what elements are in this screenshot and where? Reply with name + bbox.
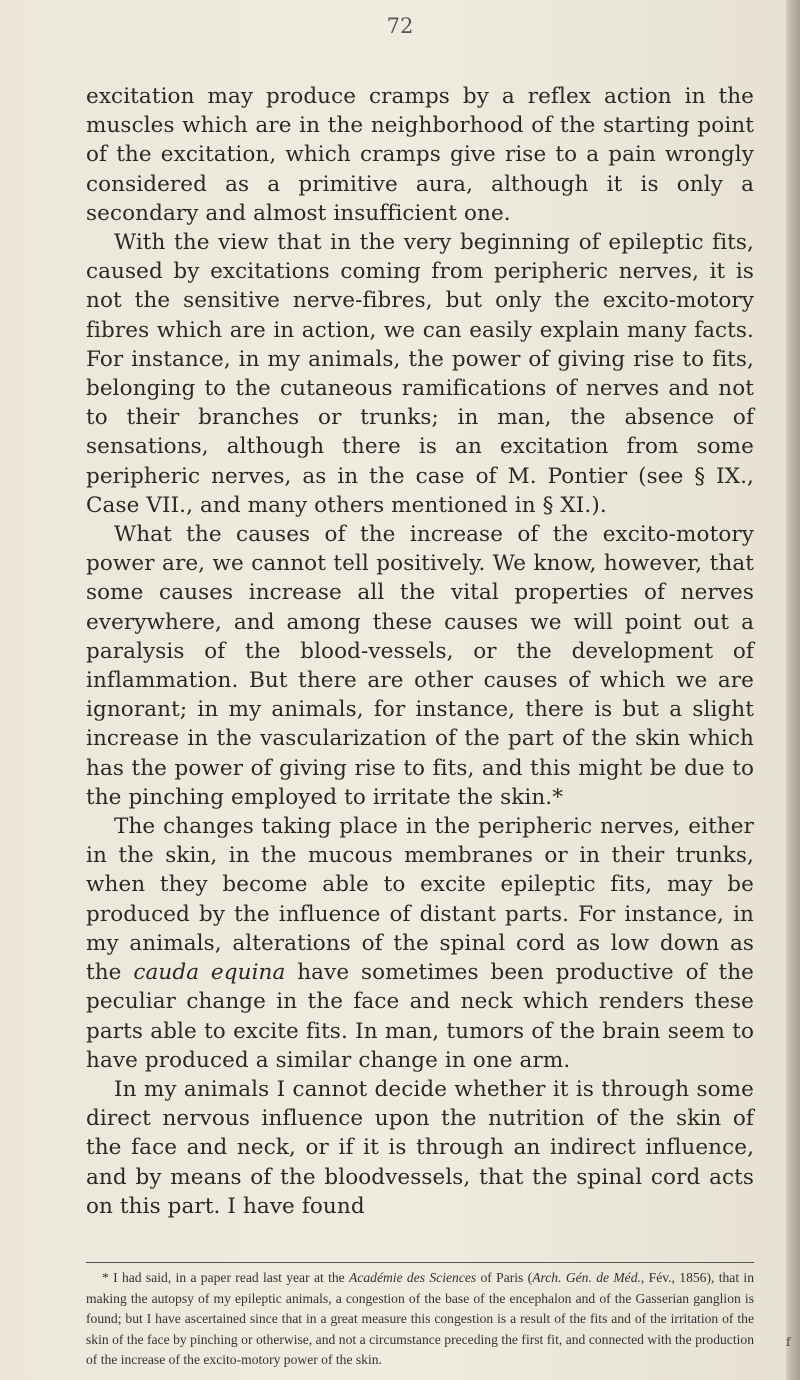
paragraph-4: The changes taking place in the peripheric nerves, either in the skin, in the mucous membranes or in their trunks, when they become able to excite epileptic fits, may be produced by the influence of distant parts. For instance, in my animals, alterations of the spinal cord as low down as the cauda equina have sometimes been productive of the peculiar change in the face and neck which renders these parts able to excite fits. In man, tumors of the brain seem to have produced a similar change in one arm. — [86, 814, 754, 1073]
paragraph-1: excitation may produce cramps by a reflex action in the muscles which are in the neighborhood of the starting point of the excitation, which cramps give rise to a pain wrongly considered as a primitive aura, although it is only a secondary and almost insufficient one. — [86, 84, 754, 226]
paragraph-5: In my animals I cannot decide whether it is through some direct nervous influence upon the nutrition of the skin of the face and neck, or if it is through an indirect influence, and by means of the bloodvessels, that the spinal cord acts on this part. I have found — [86, 1076, 754, 1219]
footnote-italic-a: Académie des Sciences — [349, 1270, 477, 1285]
page-edge — [786, 0, 800, 1380]
footnote-text-b: of Paris ( — [476, 1270, 533, 1285]
footnote-italic-b: Arch. Gén. de Méd. — [532, 1270, 641, 1285]
paragraph-3: What the causes of the increase of the excito-motory power are, we cannot tell positively. We know, however, that some causes increase all the vital properties of nerves everywhere, and among these causes we will point out a paralysis of the blood-vessels, or the development of inflammation. But there are other causes of which we are ignorant; in my animals, for instance, there is but a slight increase in the vascularization of the part of the skin which has the power of giving rise to fits, and this might be due to the pinching employed to irritate the skin.* — [86, 522, 754, 810]
footnote-text-c: , Fév., 1856), that in making the autopsy of my epileptic animals, a congestion of the base of the encephalon and of the Gasserian ganglion is found; but I have ascertained since that in a great measure this congestion is a result of the fits and of the irritation of the skin of the face by pinching or otherwise, and not a circumstance preceding the first fit, and connected with the production of the increase of the excito-motory power of the skin. — [86, 1270, 754, 1367]
paragraph-2: With the view that in the very beginning of epileptic fits, caused by excitations coming from peripheric nerves, it is not the sensitive nerve-fibres, but only the excito-motory fibres which are in action, we can easily explain many facts. For instance, in my animals, the power of giving rise to fits, belonging to the cutaneous ramifications of nerves and not to their branches or trunks; in man, the absence of sensations, although there is an excitation from some peripheric nerves, as in the case of M. Pontier (see § IX., Case VII., and many others mentioned in § XI.). — [86, 230, 754, 518]
footnote-text-a: * I had said, in a paper read last year at the — [102, 1270, 350, 1285]
footnote — [86, 1268, 754, 1371]
footnote-divider — [86, 1262, 754, 1263]
stray-mark: f — [786, 1335, 791, 1349]
body-text — [86, 82, 754, 1221]
page-number: 72 — [386, 14, 414, 38]
